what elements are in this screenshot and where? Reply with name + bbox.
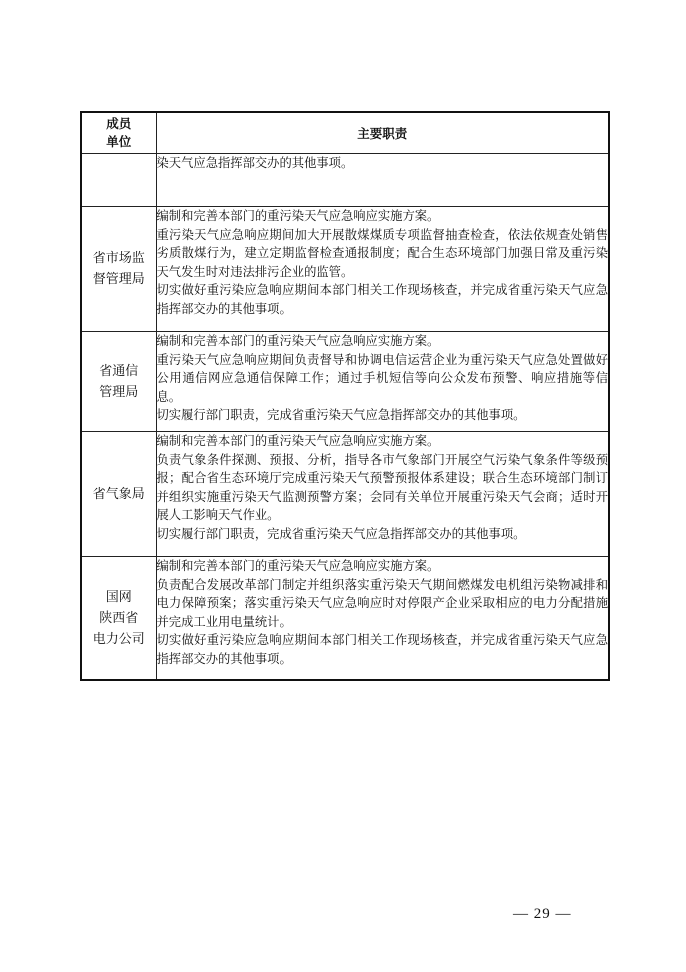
duty-paragraph: 负责气象条件探测、预报、分析，指导各市气象部门开展空气污染气象条件等级预报；配合省生态环境厅完成重污染天气预警预报体系建设；联合生态环境部门制订并组织实施重污染天气监测预警方案；会同有关单位开展重污染天气会商；适时开展人工影响天气作业。 (156, 452, 608, 522)
duty-paragraph: 编制和完善本部门的重污染天气应急响应实施方案。 (156, 334, 440, 348)
unit-name-line: 管理局 (99, 384, 139, 400)
duty-paragraph: 切实做好重污染应急响应期间本部门相关工作现场核查，并完成省重污染天气应急指挥部交办的其他事项。 (156, 283, 608, 316)
duties-table (80, 111, 610, 681)
unit-cell (81, 207, 156, 332)
unit-cell (81, 154, 156, 207)
duties-cell (156, 557, 609, 681)
duties-cell (156, 154, 609, 207)
table-row (81, 154, 609, 207)
unit-name-line: 省通信 (99, 363, 139, 379)
header-main-duties: 主要职责 (156, 112, 609, 154)
duties-cell (156, 432, 609, 557)
header-unit-line-2: 单位 (106, 134, 132, 149)
table-row (81, 207, 609, 332)
table-row (81, 432, 609, 557)
table-header-row (81, 112, 609, 154)
unit-name-line: 省气象局 (92, 486, 145, 502)
duty-paragraph: 重污染天气应急响应期间加大开展散煤煤质专项监督抽查检查，依法依规查处销售劣质散煤行为，建立定期监督检查通报制度；配合生态环境部门加强日常及重污染天气发生时对违法排污企业的监管。 (156, 227, 608, 279)
unit-name-line: 国网 (105, 589, 132, 605)
table-row (81, 557, 609, 681)
duty-paragraph: 切实做好重污染应急响应期间本部门相关工作现场核查，并完成省重污染天气应急指挥部交办的其他事项。 (156, 633, 608, 666)
duty-paragraph: 切实履行部门职责，完成省重污染天气应急指挥部交办的其他事项。 (156, 526, 526, 541)
duties-cell (156, 332, 609, 432)
unit-name-line: 督管理局 (92, 272, 145, 287)
unit-cell (81, 557, 156, 681)
duty-paragraph: 负责配合发展改革部门制定并组织落实重污染天气期间燃煤发电机组污染物减排和电力保障预案；落实重污染天气应急响应时对停限产企业采取相应的电力分配措施并完成工业用电量统计。 (156, 577, 608, 629)
header-member-unit (81, 112, 156, 154)
duty-paragraph: 编制和完善本部门的重污染天气应急响应实施方案。 (156, 209, 440, 223)
duty-paragraph: 切实履行部门职责，完成省重污染天气应急指挥部交办的其他事项。 (156, 408, 526, 422)
unit-cell (81, 432, 156, 557)
unit-name-line: 省市场监 (92, 251, 145, 266)
duty-paragraph: 重污染天气应急响应期间负责督导和协调电信运营企业为重污染天气应急处置做好公用通信网应急通信保障工作；通过手机短信等向公众发布预警、响应措施等信息。 (156, 352, 608, 404)
unit-name-line: 陕西省 (99, 610, 139, 626)
duties-cell (156, 207, 609, 332)
table-row (81, 332, 609, 432)
unit-cell (81, 332, 156, 432)
page-number: — 29 — (513, 906, 572, 922)
duty-paragraph: 编制和完善本部门的重污染天气应急响应实施方案。 (156, 434, 440, 448)
header-unit-line-1: 成员 (106, 116, 132, 131)
duty-paragraph: 编制和完善本部门的重污染天气应急响应实施方案。 (156, 559, 440, 573)
duty-paragraph: 染天气应急指挥部交办的其他事项。 (156, 156, 354, 170)
unit-name-line: 电力公司 (92, 631, 145, 647)
